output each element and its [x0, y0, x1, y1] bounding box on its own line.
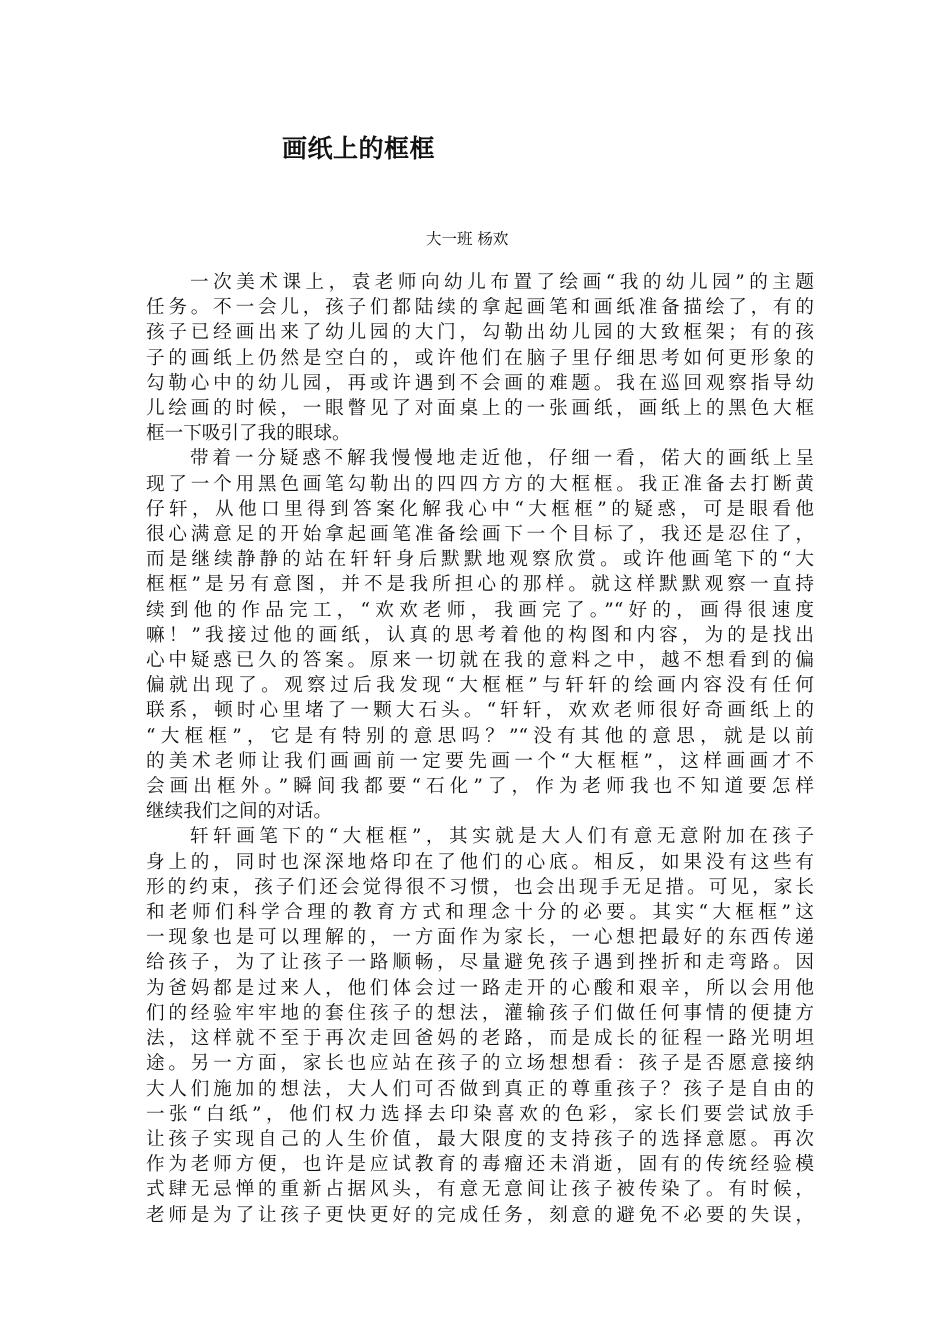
- paragraph-line: 框一下吸引了我的眼球。: [146, 423, 351, 445]
- paragraph-line: 一张“白纸”，他们权力选择去印染喜欢的色彩，家长们要尝试放手: [146, 1103, 814, 1125]
- paragraph-line: 式肆无忌惮的重新占据风头，有意无意间让孩子被传染了。有时候，: [146, 1179, 814, 1201]
- paragraph-line: 和老师们科学合理的教育方式和理念十分的必要。其实“大框框”这: [146, 902, 814, 924]
- paragraph-line: 而是继续静静的站在轩轩身后默默地观察欣赏。或许他画笔下的“大: [146, 549, 814, 571]
- paragraph-line: 很心满意足的开始拿起画笔准备绘画下一个目标了，我还是忍住了，: [146, 524, 814, 546]
- paragraph-line: 一现象也是可以理解的，一方面作为家长，一心想把最好的东西传递: [146, 927, 814, 949]
- paragraph-line: 儿绘画的时候，一眼瞥见了对面桌上的一张画纸，画纸上的黑色大框: [146, 398, 814, 420]
- paragraph-line: 作为老师方便，也许是应试教育的毒瘤还未消逝，固有的传统经验模: [146, 1154, 814, 1176]
- paragraph-line: 嘛！”我接过他的画纸，认真的思考着他的构图和内容，为的是找出: [146, 624, 814, 646]
- document-title: 画纸上的框框: [282, 134, 436, 163]
- paragraph-line: 子的画纸上仍然是空白的，或许他们在脑子里仔细思考如何更形象的: [146, 347, 814, 369]
- paragraph-line: 现了一个用黑色画笔勾勒出的四四方方的大框框。我正准备去打断黄: [146, 473, 814, 495]
- paragraph-line: 为爸妈都是过来人，他们体会过一路走开的心酸和艰辛，所以会用他: [146, 977, 814, 999]
- paragraph-line: 形的约束，孩子们还会觉得很不习惯，也会出现手无足措。可见，家长: [146, 876, 814, 898]
- paragraph-line: 途。另一方面，家长也应站在孩子的立场想想看：孩子是否愿意接纳: [146, 1053, 814, 1075]
- paragraph-line: 给孩子，为了让孩子一路顺畅，尽量避免孩子遇到挫折和走弯路。因: [146, 952, 814, 974]
- paragraph-line: 大人们施加的想法，大人们可否做到真正的尊重孩子？孩子是自由的: [146, 1078, 814, 1100]
- paragraph: [146, 824, 814, 1227]
- paragraph: [146, 446, 814, 824]
- paragraph: [146, 270, 814, 446]
- paragraph-line: 会画出框外。”瞬间我都要“石化”了，作为老师我也不知道要怎样: [146, 776, 814, 798]
- paragraph-line: 让孩子实现自己的人生价值，最大限度的支持孩子的选择意愿。再次: [146, 1128, 814, 1150]
- paragraph-line: 联系，顿时心里堵了一颗大石头。“轩轩，欢欢老师很好奇画纸上的: [146, 700, 814, 722]
- paragraph-line: 一次美术课上，袁老师向幼儿布置了绘画“我的幼儿园”的主题: [190, 272, 814, 293]
- paragraph-line: 任务。不一会儿，孩子们都陆续的拿起画笔和画纸准备描绘了，有的: [146, 297, 814, 319]
- paragraph-line: 轩轩画笔下的“大框框”，其实就是大人们有意无意附加在孩子: [190, 826, 814, 848]
- paragraph-line: 法，这样就不至于再次走回爸妈的老路，而是成长的征程一路光明坦: [146, 1028, 814, 1050]
- author-line: 大一班 杨欢: [426, 230, 509, 248]
- paragraph-line: 老师是为了让孩子更快更好的完成任务，刻意的避免不必要的失误，: [146, 1204, 814, 1226]
- paragraph-line: 孩子已经画出来了幼儿园的大门，勾勒出幼儿园的大致框架；有的孩: [146, 322, 814, 344]
- paragraph-line: 带着一分疑惑不解我慢慢地走近他，仔细一看，偌大的画纸上呈: [190, 448, 814, 470]
- paragraph-line: “大框框”，它是有特别的意思吗？”“没有其他的意思，就是以前: [146, 725, 814, 747]
- paragraph-line: 身上的，同时也深深地烙印在了他们的心底。相反，如果没有这些有: [146, 851, 814, 873]
- paragraph-line: 续到他的作品完工，“欢欢老师，我画完了。”“好的，画得很速度: [146, 599, 814, 621]
- document-body: [146, 270, 814, 1228]
- paragraph-line: 的美术老师让我们画画前一定要先画一个“大框框”，这样画画才不: [146, 750, 814, 772]
- paragraph-line: 心中疑惑已久的答案。原来一切就在我的意料之中，越不想看到的偏: [146, 650, 814, 672]
- paragraph-line: 框框”是另有意图，并不是我所担心的那样。就这样默默观察一直持: [146, 574, 814, 596]
- paragraph-line: 们的经验牢牢地的套住孩子的想法，灌输孩子们做任何事情的便捷方: [146, 1002, 814, 1024]
- paragraph-line: 仔轩，从他口里得到答案化解我心中“大框框”的疑惑，可是眼看他: [146, 498, 814, 520]
- paragraph-line: 继续我们之间的对话。: [146, 801, 332, 823]
- paragraph-line: 勾勒心中的幼儿园，再或许遇到不会画的难题。我在巡回观察指导幼: [146, 372, 814, 394]
- paragraph-line: 偏就出现了。观察过后我发现“大框框”与轩轩的绘画内容没有任何: [146, 675, 814, 697]
